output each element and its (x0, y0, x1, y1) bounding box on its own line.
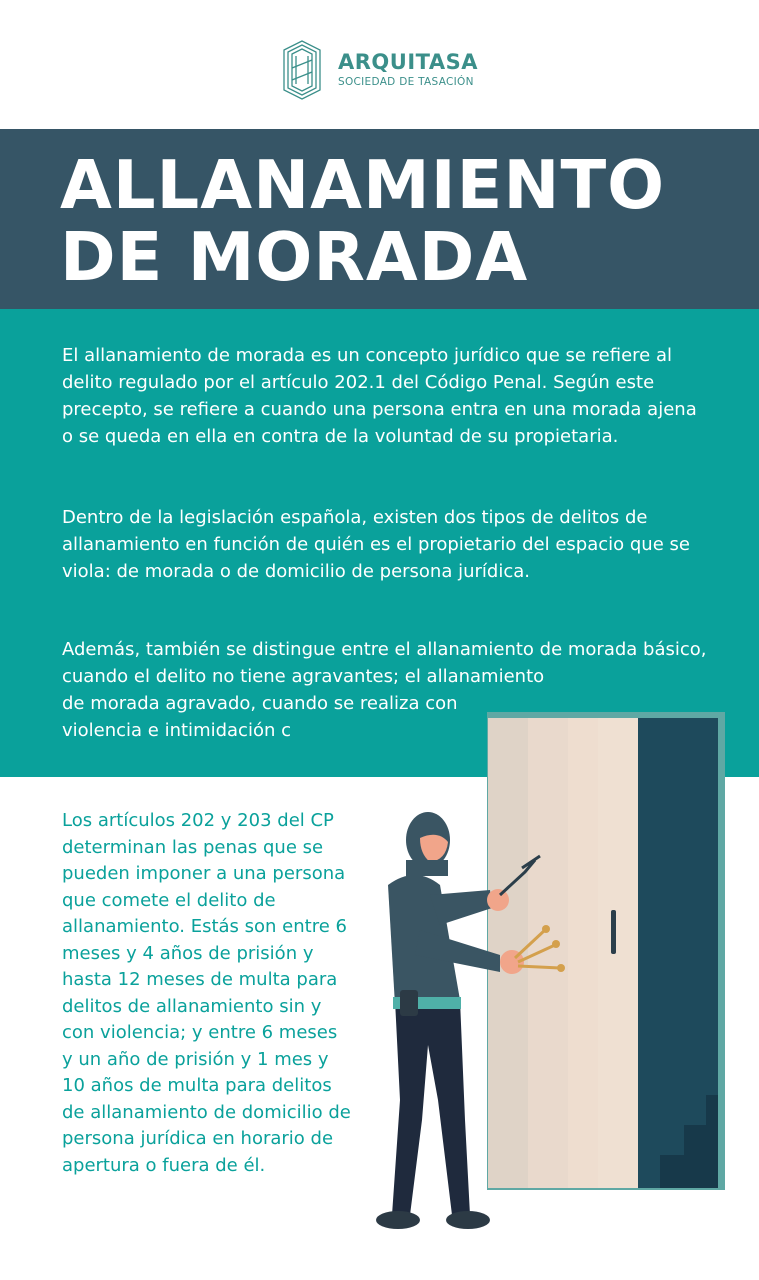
burglar-picking-door-icon (360, 700, 750, 1250)
page-title-line-2: DE MORADA (60, 218, 529, 296)
brand-name: ARQUITASA (338, 50, 478, 74)
stacked-outline-logo-icon (281, 38, 323, 102)
brand-tagline: SOCIEDAD DE TASACIÓN (338, 76, 474, 88)
page-title-line-1: ALLANAMIENTO (60, 146, 666, 224)
header (0, 0, 759, 129)
intro-paragraph-3-tail: de morada agravado, cuando se realiza con violencia e intimidación c (62, 693, 458, 741)
intro-paragraph-3-lead: Además, también se distingue entre el allanamiento de morada básico, cuando el delito no tiene agravantes; el allanamiento (62, 639, 707, 687)
intro-paragraph-2: Dentro de la legislación española, existen dos tipos de delitos de allanamiento en función de quién es el propietario del espacio que se viola: de morada o de domicilio de persona jurídica. (62, 507, 690, 582)
penalties-paragraph: Los artículos 202 y 203 del CP determinan las penas que se pueden imponer a una persona que comete el delito de allanamiento. Estás son entre 6 meses y 4 años de prisión y hasta 12 meses de multa para delitos de allanamiento sin y con violencia; y entre 6 meses y un año de prisión y 1 mes y 10 años de multa para delitos de allanamiento de domicilio de persona jurídica en horario de apertura o fuera de él. (62, 810, 351, 1176)
intro-paragraph-1: El allanamiento de morada es un concepto jurídico que se refiere al delito regulado por el artículo 202.1 del Código Penal. Según este precepto, se refiere a cuando una persona entra en una morada ajena o se queda en ella en contra de la voluntad de su propietaria. (62, 345, 697, 447)
